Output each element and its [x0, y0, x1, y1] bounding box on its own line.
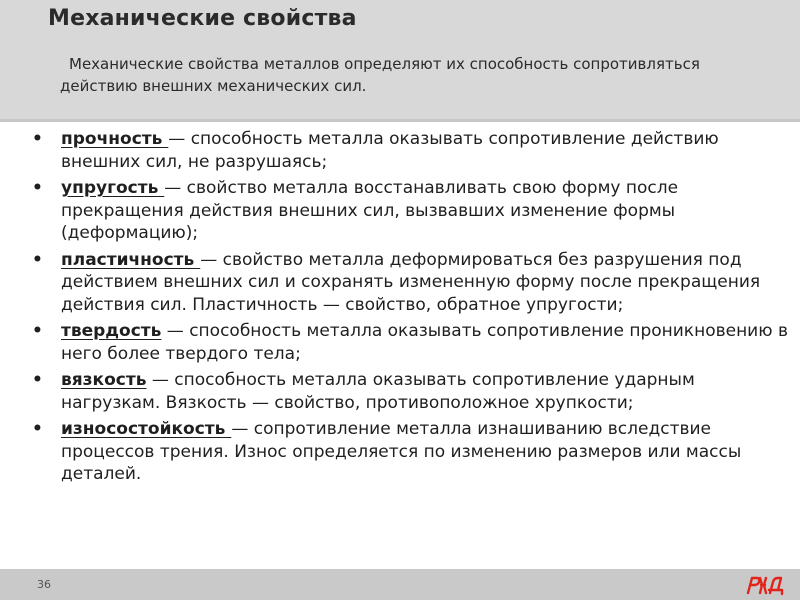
bullet-icon: •: [32, 370, 43, 390]
list-item-hardness: [32, 320, 792, 365]
bullet-icon: •: [32, 249, 43, 270]
definition-plasticity: — свойство металла деформироваться без разрушения под действием внешних сил и сохранять измененную форму после прекращения действия сил. Пластичность — свойство, обратное упругости;: [61, 249, 761, 315]
term-toughness: вязкость: [61, 370, 147, 390]
term-strength: прочность: [61, 129, 169, 149]
footer-band: [0, 569, 800, 600]
header-divider: [0, 119, 800, 122]
term-plasticity: пластичность: [61, 249, 201, 270]
list-item-toughness: [32, 369, 792, 414]
bullet-icon: •: [32, 178, 43, 198]
bullet-icon: •: [32, 129, 43, 149]
definition-elasticity: — свойство металла восстанавливать свою форму после прекращения действия внешних сил, вызвавших изменение формы (деформацию);: [61, 178, 679, 243]
bullet-icon: •: [32, 419, 43, 439]
term-wear-resistance: износостойкость: [61, 419, 232, 439]
definition-toughness: — способность металла оказывать сопротивление ударным нагрузкам. Вязкость — свойство, противоположное хрупкости;: [61, 370, 695, 413]
bullet-icon: •: [32, 321, 43, 341]
term-elasticity: упругость: [61, 178, 165, 198]
definition-wear-resistance: — сопротивление металла изнашиванию вследствие процессов трения. Износ определяется по изменению размеров или массы деталей.: [61, 419, 742, 484]
list-item-strength: [32, 128, 792, 173]
intro-text: Механические свойства металлов определяют их способность сопротивляться действию внешних механических сил.: [60, 55, 700, 95]
list-item-wear-resistance: [32, 418, 792, 486]
list-item-plasticity: [32, 249, 792, 317]
page-number: 36: [37, 578, 51, 591]
rzd-logo-icon: [742, 574, 786, 596]
definition-hardness: — способность металла оказывать сопротивление проникновению в него более твердого тела;: [61, 321, 788, 364]
definition-strength: — способность металла оказывать сопротивление действию внешних сил, не разрушаясь;: [61, 129, 719, 172]
slide-title: Механические свойства: [48, 6, 357, 31]
properties-list: [32, 128, 792, 490]
term-hardness: твердость: [61, 321, 162, 341]
list-item-elasticity: [32, 177, 792, 245]
